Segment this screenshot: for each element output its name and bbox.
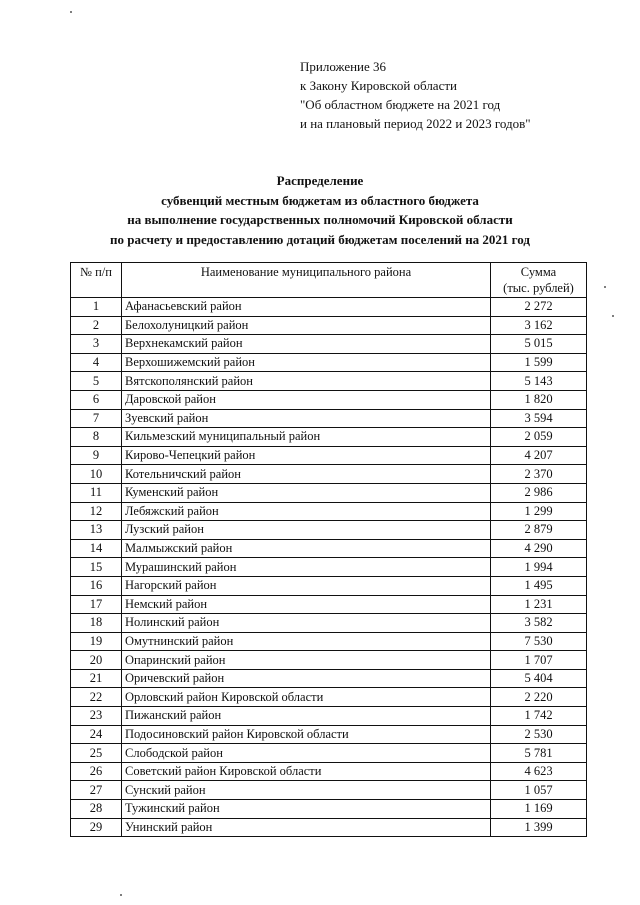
appendix-reference	[300, 57, 531, 133]
table-row	[71, 744, 587, 763]
amount: 1 299	[491, 502, 587, 521]
amount: 1 495	[491, 576, 587, 595]
amount: 1 231	[491, 595, 587, 614]
amount: 1 820	[491, 390, 587, 409]
district-name: Малмыжский район	[122, 539, 491, 558]
row-number: 19	[71, 632, 122, 651]
amount: 1 399	[491, 818, 587, 837]
amount: 1 707	[491, 651, 587, 670]
row-number: 12	[71, 502, 122, 521]
amount: 1 057	[491, 781, 587, 800]
document-title	[0, 171, 640, 249]
amount: 3 582	[491, 614, 587, 633]
district-name: Лебяжский район	[122, 502, 491, 521]
table-row	[71, 762, 587, 781]
table-row	[71, 483, 587, 502]
district-name: Куменский район	[122, 483, 491, 502]
district-name: Немский район	[122, 595, 491, 614]
row-number: 10	[71, 465, 122, 484]
row-number: 27	[71, 781, 122, 800]
district-name: Белохолуницкий район	[122, 316, 491, 335]
amount: 2 530	[491, 725, 587, 744]
header-num: № п/п	[71, 263, 122, 298]
table-header-row	[71, 263, 587, 298]
appendix-line: Приложение 36	[300, 59, 387, 74]
amount: 5 781	[491, 744, 587, 763]
table-row	[71, 353, 587, 372]
row-number: 24	[71, 725, 122, 744]
amount: 2 370	[491, 465, 587, 484]
table-row	[71, 390, 587, 409]
district-name: Кирово-Чепецкий район	[122, 446, 491, 465]
row-number: 6	[71, 390, 122, 409]
row-number: 1	[71, 298, 122, 317]
amount: 4 290	[491, 539, 587, 558]
district-name: Омутнинский район	[122, 632, 491, 651]
amount: 2 986	[491, 483, 587, 502]
table-row	[71, 651, 587, 670]
table-row	[71, 409, 587, 428]
table-row	[71, 595, 587, 614]
row-number: 21	[71, 669, 122, 688]
district-name: Слободской район	[122, 744, 491, 763]
amount: 1 599	[491, 353, 587, 372]
district-name: Подосиновский район Кировской области	[122, 725, 491, 744]
table-row	[71, 372, 587, 391]
amount: 2 272	[491, 298, 587, 317]
table-row	[71, 521, 587, 540]
table-row	[71, 502, 587, 521]
table-row	[71, 335, 587, 354]
amount: 5 143	[491, 372, 587, 391]
table-row	[71, 632, 587, 651]
appendix-line: к Закону Кировской области	[300, 78, 457, 93]
table-row	[71, 800, 587, 819]
row-number: 17	[71, 595, 122, 614]
district-name: Сунский район	[122, 781, 491, 800]
amount: 2 220	[491, 688, 587, 707]
row-number: 25	[71, 744, 122, 763]
district-name: Лузский район	[122, 521, 491, 540]
scan-speck	[120, 894, 122, 896]
scan-speck	[612, 315, 614, 317]
district-name: Пижанский район	[122, 707, 491, 726]
subvention-table	[70, 262, 587, 837]
row-number: 3	[71, 335, 122, 354]
header-sum-line1: Сумма	[520, 265, 557, 279]
table-row	[71, 781, 587, 800]
district-name: Орловский район Кировской области	[122, 688, 491, 707]
row-number: 23	[71, 707, 122, 726]
table-body	[71, 298, 587, 837]
amount: 5 404	[491, 669, 587, 688]
row-number: 9	[71, 446, 122, 465]
table-row	[71, 576, 587, 595]
district-name: Мурашинский район	[122, 558, 491, 577]
table-row	[71, 688, 587, 707]
appendix-line: "Об областном бюджете на 2021 год	[300, 97, 501, 112]
row-number: 20	[71, 651, 122, 670]
district-name: Нолинский район	[122, 614, 491, 633]
amount: 2 059	[491, 428, 587, 447]
amount: 4 207	[491, 446, 587, 465]
row-number: 18	[71, 614, 122, 633]
title-line: по расчету и предоставлению дотаций бюджетам поселений на 2021 год	[110, 231, 530, 247]
table-row	[71, 614, 587, 633]
district-name: Афанасьевский район	[122, 298, 491, 317]
row-number: 16	[71, 576, 122, 595]
table-row	[71, 446, 587, 465]
district-name: Даровской район	[122, 390, 491, 409]
row-number: 2	[71, 316, 122, 335]
table-row	[71, 669, 587, 688]
district-name: Опаринский район	[122, 651, 491, 670]
district-name: Оричевский район	[122, 669, 491, 688]
amount: 3 162	[491, 316, 587, 335]
table-row	[71, 558, 587, 577]
amount: 7 530	[491, 632, 587, 651]
header-name: Наименование муниципального района	[122, 263, 491, 298]
district-name: Котельничский район	[122, 465, 491, 484]
amount: 4 623	[491, 762, 587, 781]
district-name: Верхошижемский район	[122, 353, 491, 372]
district-name: Унинский район	[122, 818, 491, 837]
district-name: Верхнекамский район	[122, 335, 491, 354]
title-line: субвенций местным бюджетам из областного бюджета	[161, 192, 479, 208]
row-number: 29	[71, 818, 122, 837]
amount: 1 994	[491, 558, 587, 577]
row-number: 5	[71, 372, 122, 391]
table-row	[71, 707, 587, 726]
amount: 1 169	[491, 800, 587, 819]
district-name: Нагорский район	[122, 576, 491, 595]
district-name: Вятскополянский район	[122, 372, 491, 391]
table-row	[71, 818, 587, 837]
row-number: 8	[71, 428, 122, 447]
scan-speck	[70, 11, 72, 13]
district-name: Тужинский район	[122, 800, 491, 819]
amount: 3 594	[491, 409, 587, 428]
scan-speck	[604, 286, 606, 288]
appendix-line: и на плановый период 2022 и 2023 годов"	[300, 116, 531, 131]
table-row	[71, 465, 587, 484]
table-row	[71, 298, 587, 317]
row-number: 7	[71, 409, 122, 428]
table-row	[71, 316, 587, 335]
row-number: 11	[71, 483, 122, 502]
row-number: 15	[71, 558, 122, 577]
table-row	[71, 725, 587, 744]
row-number: 4	[71, 353, 122, 372]
district-name: Советский район Кировской области	[122, 762, 491, 781]
amount: 1 742	[491, 707, 587, 726]
district-name: Зуевский район	[122, 409, 491, 428]
title-line: Распределение	[276, 173, 364, 188]
table-row	[71, 428, 587, 447]
row-number: 22	[71, 688, 122, 707]
row-number: 13	[71, 521, 122, 540]
header-sum-line2: (тыс. рублей)	[503, 281, 574, 295]
row-number: 28	[71, 800, 122, 819]
amount: 5 015	[491, 335, 587, 354]
row-number: 26	[71, 762, 122, 781]
amount: 2 879	[491, 521, 587, 540]
header-sum	[491, 263, 587, 298]
row-number: 14	[71, 539, 122, 558]
table-row	[71, 539, 587, 558]
district-name: Кильмезский муниципальный район	[122, 428, 491, 447]
title-line: на выполнение государственных полномочий Кировской области	[127, 212, 513, 227]
